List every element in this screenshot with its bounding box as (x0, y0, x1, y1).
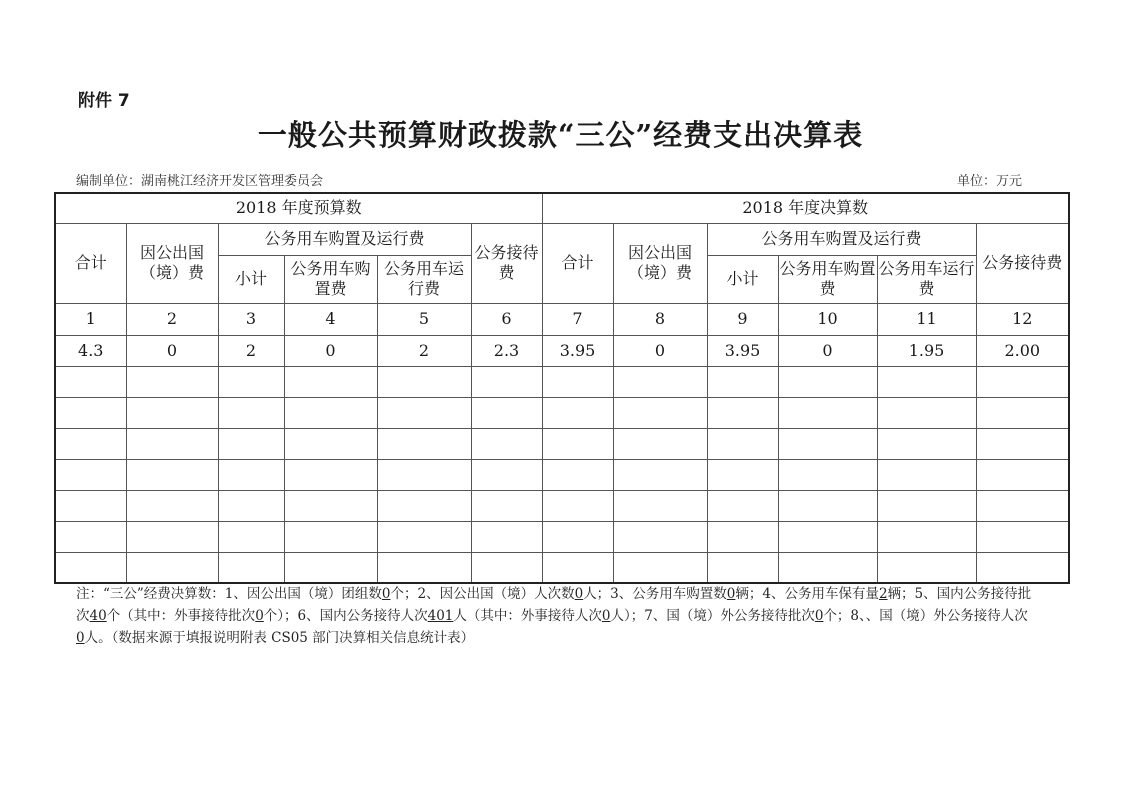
col-number: 7 (542, 303, 613, 335)
note-value: 0 (76, 630, 85, 646)
col-number: 10 (778, 303, 877, 335)
budget-total-header: 合计 (55, 223, 126, 303)
note-text: 注：“三公”经费决算数：1、因公出国（境）团组数 (76, 586, 382, 602)
note-value: 0 (814, 608, 824, 624)
note-text: 个（其中：外事接待批次 (106, 608, 256, 624)
currency-unit: 单位：万元 (956, 174, 1022, 189)
note-text: 人）；7、国（境）外公务接待批次 (610, 608, 815, 624)
budget-purchase-header: 公务用车购置费 (284, 255, 377, 303)
note-value: 0 (601, 608, 611, 624)
note-text: 人。（数据来源于填报说明附表 CS05 部门决算相关信息统计表） (84, 630, 475, 646)
value-cell: 2.00 (976, 335, 1069, 366)
budget-group-header: 2018 年度预算数 (55, 193, 542, 223)
note-value: 0 (255, 608, 264, 624)
note-text: 辆；4、公务用车保有量 (735, 586, 879, 602)
note-value: 401 (427, 608, 454, 624)
budget-vehicle-header: 公务用车购置及运行费 (218, 223, 471, 255)
budget-subtotal-header: 小计 (218, 255, 284, 303)
col-number: 9 (707, 303, 778, 335)
empty-row (55, 490, 1069, 521)
note-text: 个；2、因公出国（境）人次数 (390, 586, 575, 602)
value-cell: 3.95 (542, 335, 613, 366)
empty-row (55, 397, 1069, 428)
note-text: 个）；6、国内公务接待人次 (263, 608, 428, 624)
budget-reception-header: 公务接待费 (471, 223, 542, 303)
note-text: 辆；5、国内公务接待批次 (76, 586, 1032, 624)
expenditure-table (54, 192, 1070, 584)
value-cell: 2 (218, 335, 284, 366)
value-cell: 0 (126, 335, 218, 366)
column-header-row-1 (55, 223, 1069, 255)
note-value: 0 (726, 586, 736, 602)
col-number: 8 (613, 303, 707, 335)
value-cell: 0 (613, 335, 707, 366)
note-text: 个；8、、国（境）外公务接待人次 (823, 608, 1028, 624)
note-value: 0 (381, 586, 391, 602)
value-cell: 1.95 (877, 335, 976, 366)
col-number: 5 (377, 303, 471, 335)
footnote (76, 583, 1036, 649)
final-group-header: 2018 年度决算数 (542, 193, 1069, 223)
value-cell: 4.3 (55, 335, 126, 366)
budget-operation-header: 公务用车运行费 (377, 255, 471, 303)
final-reception-header: 公务接待费 (976, 223, 1069, 303)
col-number: 12 (976, 303, 1069, 335)
col-number: 2 (126, 303, 218, 335)
final-purchase-header: 公务用车购置费 (778, 255, 877, 303)
note-text: 人；3、公务用车购置数 (583, 586, 727, 602)
note-value: 2 (878, 586, 888, 602)
value-cell: 0 (778, 335, 877, 366)
col-number: 11 (877, 303, 976, 335)
header-info-line (76, 170, 1022, 189)
col-number: 3 (218, 303, 284, 335)
attachment-label: 附件 7 (78, 91, 130, 111)
data-row (55, 335, 1069, 366)
col-number: 1 (55, 303, 126, 335)
note-value: 0 (574, 586, 584, 602)
empty-row (55, 521, 1069, 552)
empty-row (55, 459, 1069, 490)
note-text: 人（其中：外事接待人次 (453, 608, 602, 624)
value-cell: 0 (284, 335, 377, 366)
final-subtotal-header: 小计 (707, 255, 778, 303)
col-number: 4 (284, 303, 377, 335)
page-title: 一般公共预算财政拨款“三公”经费支出决算表 (257, 118, 864, 152)
empty-row (55, 428, 1069, 459)
value-cell: 2.3 (471, 335, 542, 366)
value-cell: 2 (377, 335, 471, 366)
final-abroad-header: 因公出国（境）费 (613, 223, 707, 303)
empty-row (55, 552, 1069, 583)
final-total-header: 合计 (542, 223, 613, 303)
compiler-unit: 编制单位：湖南桃江经济开发区管理委员会 (76, 174, 324, 189)
group-header-row (55, 193, 1069, 223)
final-vehicle-header: 公务用车购置及运行费 (707, 223, 976, 255)
value-cell: 3.95 (707, 335, 778, 366)
col-number: 6 (471, 303, 542, 335)
budget-abroad-header: 因公出国（境）费 (126, 223, 218, 303)
note-value: 40 (89, 608, 107, 624)
column-number-row (55, 303, 1069, 335)
empty-row (55, 366, 1069, 397)
final-operation-header: 公务用车运行费 (877, 255, 976, 303)
